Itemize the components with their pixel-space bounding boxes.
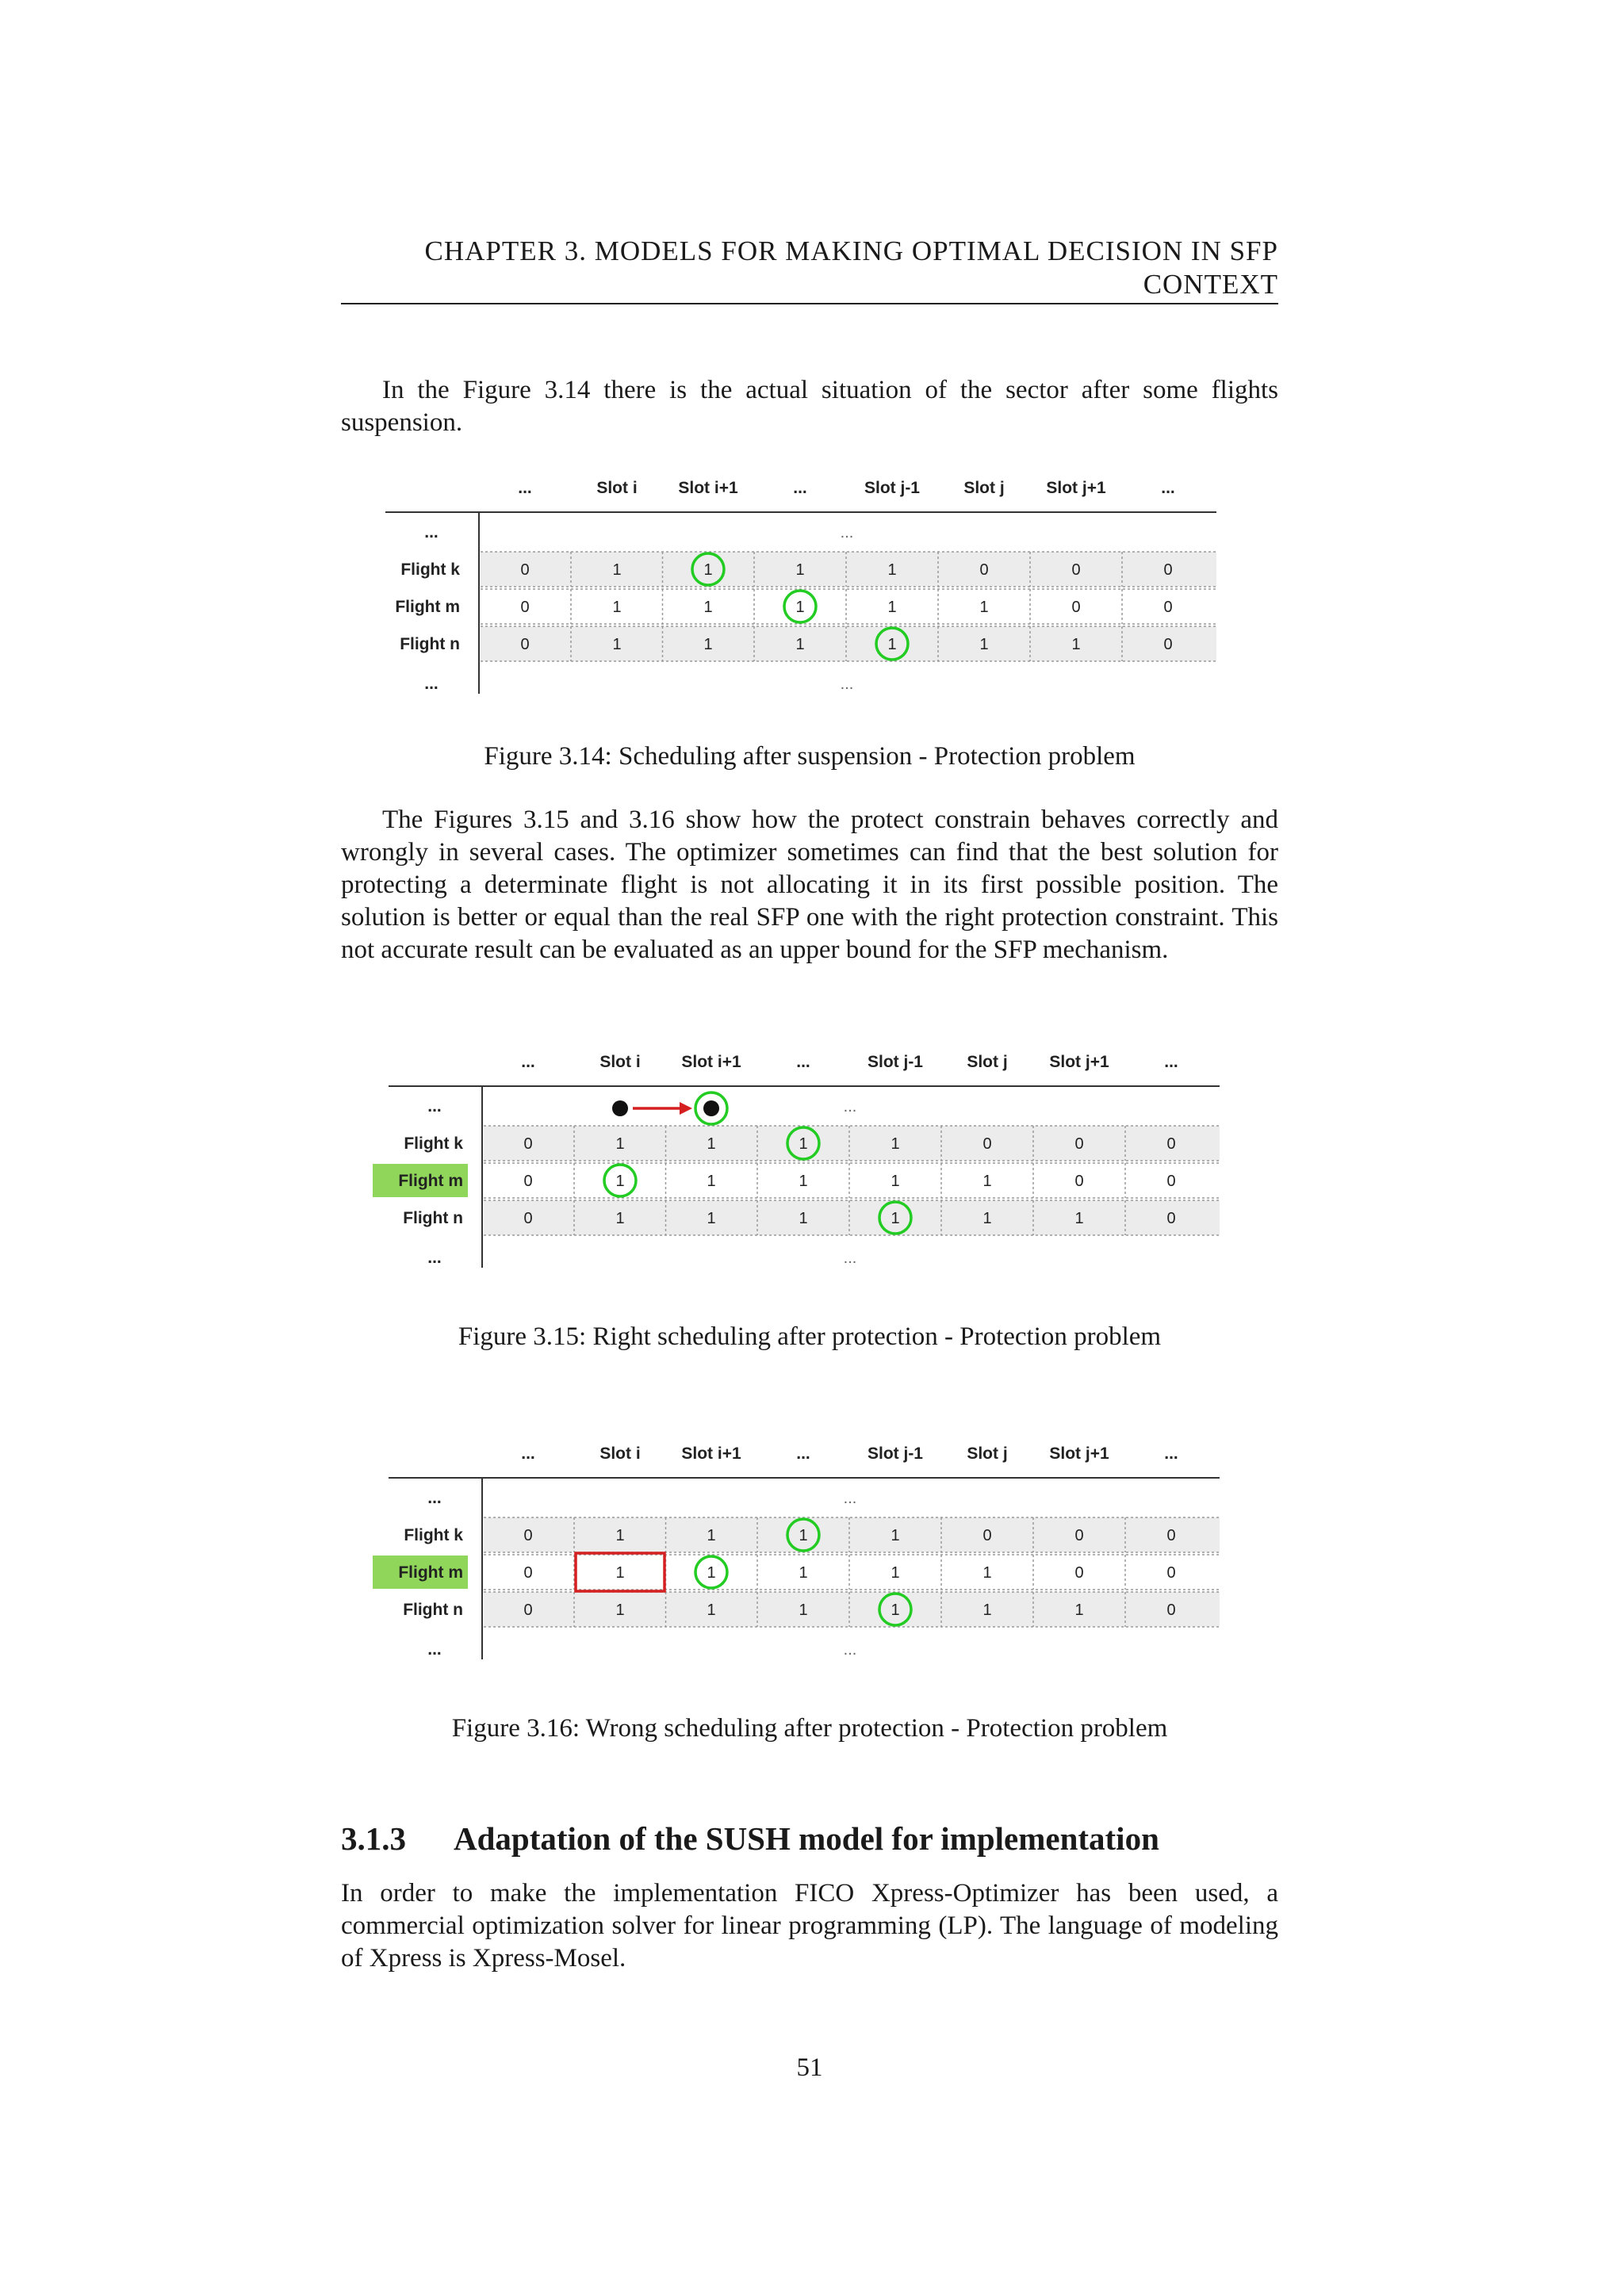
cell-value: 1 xyxy=(707,1564,716,1582)
cell-value: 1 xyxy=(615,1135,625,1153)
cell-value: 1 xyxy=(707,1601,716,1619)
column-header: Slot j xyxy=(967,1053,1008,1071)
cell-value: 1 xyxy=(979,599,989,616)
column-header: Slot i xyxy=(596,479,638,497)
row-label-ellipsis: ... xyxy=(427,1640,442,1659)
cell-value: 0 xyxy=(520,561,530,579)
cell-value: 0 xyxy=(1166,1210,1176,1227)
cell-value: 0 xyxy=(1071,561,1081,579)
running-header-line1: CHAPTER 3. MODELS FOR MAKING OPTIMAL DECISION IN SFP xyxy=(424,235,1278,266)
cell-value: 1 xyxy=(979,636,989,653)
column-header: ... xyxy=(518,479,532,497)
cell-value: 1 xyxy=(615,1601,625,1619)
cell-value: 0 xyxy=(1071,599,1081,616)
row-label: Flight k xyxy=(404,1526,463,1544)
cell-value: 1 xyxy=(891,1527,900,1544)
cell-value: 0 xyxy=(523,1527,533,1544)
column-header: Slot i+1 xyxy=(681,1053,741,1071)
row-ellipsis: ... xyxy=(843,1098,857,1115)
cell-value: 1 xyxy=(703,599,713,616)
row-label-ellipsis: ... xyxy=(424,523,439,541)
column-header: ... xyxy=(796,1053,810,1071)
row-ellipsis: ... xyxy=(840,524,854,541)
cell-value: 1 xyxy=(707,1527,716,1544)
cell-value: 0 xyxy=(523,1601,533,1619)
cell-value: 0 xyxy=(982,1135,992,1153)
cell-value: 0 xyxy=(1166,1564,1176,1582)
cell-value: 0 xyxy=(523,1135,533,1153)
section-number: 3.1.3 xyxy=(341,1820,406,1857)
column-header: Slot j-1 xyxy=(867,1445,924,1463)
column-header: Slot j-1 xyxy=(867,1053,924,1071)
column-header: ... xyxy=(521,1053,535,1071)
paragraph-implementation: In order to make the implementation FICO Xpress-Optimizer has been used, a commercial optimization solver for linear programming (LP). The language of modeling of Xpress is Xpress-Mosel. xyxy=(341,1879,1278,1973)
section-heading xyxy=(341,1819,1278,1858)
row-label-ellipsis: ... xyxy=(427,1249,442,1267)
cell-value: 0 xyxy=(1166,1527,1176,1544)
row-label: Flight n xyxy=(400,635,460,653)
cell-value: 0 xyxy=(1166,1173,1176,1190)
column-header: Slot j-1 xyxy=(864,479,921,497)
figure-3-16-caption: Figure 3.16: Wrong scheduling after protection - Protection problem xyxy=(451,1714,1168,1743)
row-label: Flight m xyxy=(398,1563,463,1582)
cell-value: 0 xyxy=(523,1210,533,1227)
cell-value: 0 xyxy=(982,1527,992,1544)
cell-value: 1 xyxy=(703,561,713,579)
column-header: ... xyxy=(1164,1053,1178,1071)
row-label: Flight m xyxy=(395,598,460,616)
row-ellipsis: ... xyxy=(843,1490,857,1507)
cell-value: 1 xyxy=(1071,636,1081,653)
cell-value: 1 xyxy=(887,561,897,579)
row-shading xyxy=(484,1592,1220,1627)
cell-value: 0 xyxy=(1074,1135,1084,1153)
row-label: Flight k xyxy=(404,1135,463,1153)
cell-value: 0 xyxy=(1163,636,1173,653)
cell-value: 1 xyxy=(799,1173,808,1190)
cell-value: 1 xyxy=(707,1135,716,1153)
column-header: Slot j xyxy=(963,479,1005,497)
column-header: Slot j+1 xyxy=(1049,1445,1109,1463)
cell-value: 0 xyxy=(1166,1601,1176,1619)
cell-value: 1 xyxy=(615,1210,625,1227)
cell-value: 1 xyxy=(703,636,713,653)
column-header: Slot i+1 xyxy=(678,479,738,497)
cell-value: 0 xyxy=(523,1173,533,1190)
cell-value: 1 xyxy=(799,1601,808,1619)
column-header: Slot j+1 xyxy=(1049,1053,1109,1071)
row-label-ellipsis: ... xyxy=(424,675,439,693)
cell-value: 1 xyxy=(799,1135,808,1153)
cell-value: 0 xyxy=(520,599,530,616)
cell-value: 1 xyxy=(891,1564,900,1582)
cell-value: 0 xyxy=(979,561,989,579)
cell-value: 1 xyxy=(795,599,805,616)
cell-value: 1 xyxy=(615,1173,625,1190)
cell-value: 1 xyxy=(799,1564,808,1582)
cell-value: 1 xyxy=(795,561,805,579)
row-label: Flight n xyxy=(403,1601,463,1619)
section-title: Adaptation of the SUSH model for implementation xyxy=(454,1820,1159,1857)
cell-value: 1 xyxy=(891,1210,900,1227)
cell-value: 0 xyxy=(1163,599,1173,616)
row-label-ellipsis: ... xyxy=(427,1097,442,1115)
cell-value: 1 xyxy=(615,1527,625,1544)
column-header: Slot i+1 xyxy=(681,1445,741,1463)
paragraph-intro: In the Figure 3.14 there is the actual situation of the sector after some flights suspension. xyxy=(341,376,1278,437)
column-header: Slot j xyxy=(967,1445,1008,1463)
column-header: ... xyxy=(793,479,807,497)
figure-3-15-caption: Figure 3.15: Right scheduling after protection - Protection problem xyxy=(458,1322,1162,1351)
column-header: ... xyxy=(1161,479,1175,497)
row-ellipsis: ... xyxy=(843,1641,857,1659)
cell-value: 1 xyxy=(707,1173,716,1190)
cell-value: 1 xyxy=(1074,1601,1084,1619)
cell-value: 0 xyxy=(1074,1527,1084,1544)
cell-value: 1 xyxy=(612,599,622,616)
cell-value: 1 xyxy=(612,561,622,579)
column-header: Slot i xyxy=(599,1053,641,1071)
row-shading xyxy=(484,1517,1220,1552)
row-label: Flight m xyxy=(398,1172,463,1190)
cell-value: 1 xyxy=(887,636,897,653)
cell-value: 1 xyxy=(982,1601,992,1619)
paragraph-figures-explanation: The Figures 3.15 and 3.16 show how the protect constrain behaves correctly and wrongly in several cases. The optimizer sometimes can find that the best solution for protecting a determinate flight is not allocating it in its first possible position. The solution is better or equal than the real SFP one with the right protection constraint. This not accurate result can be evaluated as an upper bound for the SFP mechanism. xyxy=(341,806,1278,964)
cell-value: 1 xyxy=(887,599,897,616)
cell-value: 0 xyxy=(1163,561,1173,579)
cell-value: 1 xyxy=(799,1527,808,1544)
cell-value: 1 xyxy=(891,1173,900,1190)
cell-value: 1 xyxy=(1074,1210,1084,1227)
cell-value: 1 xyxy=(612,636,622,653)
row-label: Flight k xyxy=(400,561,460,579)
page-number: 51 xyxy=(796,2053,823,2082)
running-header-line2: CONTEXT xyxy=(1143,269,1278,300)
column-header: Slot j+1 xyxy=(1046,479,1106,497)
cell-value: 1 xyxy=(982,1210,992,1227)
column-header: Slot i xyxy=(599,1445,641,1463)
column-header: ... xyxy=(521,1445,535,1463)
cell-value: 0 xyxy=(1166,1135,1176,1153)
column-header: ... xyxy=(796,1445,810,1463)
row-label: Flight n xyxy=(403,1209,463,1227)
cell-value: 1 xyxy=(982,1173,992,1190)
column-header: ... xyxy=(1164,1445,1178,1463)
cell-value: 1 xyxy=(891,1135,900,1153)
cell-value: 1 xyxy=(799,1210,808,1227)
row-ellipsis: ... xyxy=(840,675,854,693)
cell-value: 0 xyxy=(520,636,530,653)
figure-3-14-caption: Figure 3.14: Scheduling after suspension - Protection problem xyxy=(484,742,1136,771)
cell-value: 1 xyxy=(615,1564,625,1582)
cell-value: 1 xyxy=(707,1210,716,1227)
cell-value: 1 xyxy=(982,1564,992,1582)
cell-value: 1 xyxy=(891,1601,900,1619)
cell-value: 0 xyxy=(1074,1173,1084,1190)
cell-value: 1 xyxy=(795,636,805,653)
row-label-ellipsis: ... xyxy=(427,1489,442,1507)
cell-value: 0 xyxy=(523,1564,533,1582)
row-ellipsis: ... xyxy=(843,1249,857,1267)
cell-value: 0 xyxy=(1074,1564,1084,1582)
